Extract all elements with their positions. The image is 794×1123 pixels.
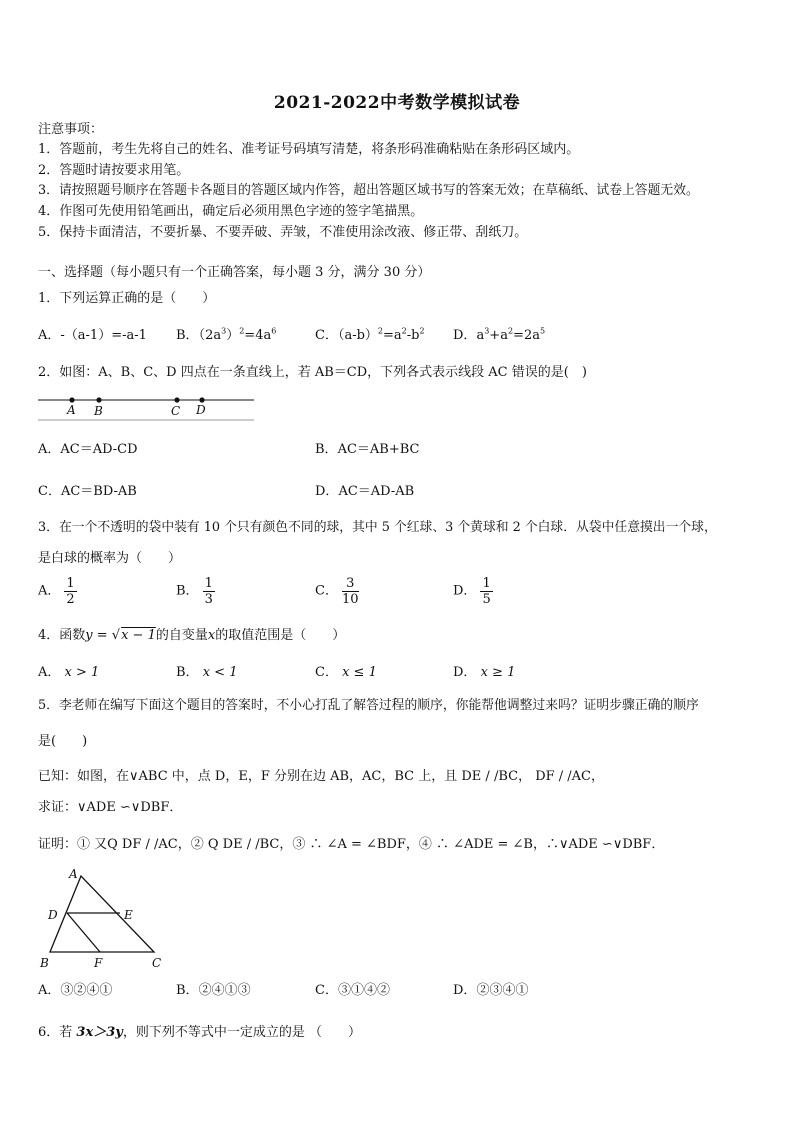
label-b: B [94,404,103,418]
notice-item: 2．答题时请按要求用笔。 [38,163,190,178]
q6-stem: 6．若 3x＞3y，则下列不等式中一定成立的是 （ ） [38,1025,361,1040]
q5-proof: 证明：① 又Q DF / /AC，② Q DE / /BC，③ ∴ ∠A = ∠BDF，④ ∴ ∠ADE = ∠B，∴∨ADE ∽∨DBF． [38,837,665,852]
notice-heading: 注意事项： [38,122,104,137]
label-c: C [152,956,162,970]
point-c [174,397,179,402]
q5-option-d: D．②③④① [453,983,529,998]
q3-option-c: C． $\frac{3}{10}$ [315,576,359,607]
page-title: 2021-2022中考数学模拟试卷 [273,93,521,113]
q5-option-c: C．③①④② [315,983,390,998]
q1-option-c: C．$(a-b)^2=a^2-b^2$ [315,326,425,343]
label-d: D [196,403,206,417]
notice-item: 4．作图可先使用铅笔画出，确定后必须用黑色字迹的签字笔描黑。 [38,204,424,219]
q3-option-b: B． $\frac{1}{3}$ [176,576,213,607]
q2-option-a: A．AC＝AD-CD [38,442,138,457]
label-e: E [124,908,133,922]
point-d [199,397,204,402]
q5-stem-line2: 是( ) [38,734,88,749]
q1-option-b: B．$(2a^3)^2=4a^6$ [176,326,277,343]
q4-option-c: C． x ≤ 1 [315,665,377,680]
q5-given: 已知：如图，在∨ABC 中，点 D，E，F 分别在边 AB，AC，BC 上，且 DE / /BC， DF / /AC， [38,769,605,784]
label-a: A [67,403,76,417]
label-a: A [69,867,78,881]
q5-prove: 求证：∨ADE ∽∨DBF． [38,800,183,815]
q1-stem: 1．下列运算正确的是（ ） [38,291,216,306]
q2-option-b: B．AC＝AB+BC [315,442,420,457]
q3-stem-line1: 3．在一个不透明的袋中装有 10 个只有颜色不同的球，其中 5 个红球、3 个黄球和 2 个白球．从袋中任意摸出一个球， [38,520,717,535]
q3-option-a: A． $\frac{1}{2}$ [38,576,75,607]
q2-option-c: C．AC＝BD-AB [38,484,137,499]
q4-option-a: A． x > 1 [38,665,100,680]
point-a [69,397,74,402]
label-d: D [48,908,58,922]
q1-option-a: A．-（a-1）=-a-1 [38,328,147,343]
q2-number-line-figure [36,392,258,424]
q4-stem: 4．函数y = √x − 1的自变量x的取值范围是（ ） [38,628,346,643]
notice-item: 3．请按照题号顺序在答题卡各题目的答题区域内作答，超出答题区域书写的答案无效；在草稿纸、试卷上答题无效。 [38,183,699,198]
q2-stem: 2．如图：A、B、C、D 四点在一条直线上，若 AB＝CD，下列各式表示线段 AC 错误的是( ) [38,365,587,380]
q5-triangle-figure [36,864,171,972]
point-b [96,397,101,402]
q5-stem-line1: 5．李老师在编写下面这个题目的答案时，不小心打乱了解答过程的顺序，你能帮他调整过来吗？证明步骤正确的顺序 [38,698,699,713]
notice-item: 5．保持卡面清洁，不要折暴、不要弄破、弄皱，不准使用涂改液、修正带、刮纸刀。 [38,225,528,240]
q1-option-d: D．$a^3+a^2=2a^5$ [453,326,546,343]
q4-option-b: B． x < 1 [176,665,238,680]
q5-option-b: B．②④①③ [176,983,251,998]
segment-df [67,913,100,952]
notice-item: 1．答题前，考生先将自己的姓名、准考证号码填写清楚，将条形码准确粘贴在条形码区域内。 [38,142,580,157]
q3-stem-line2: 是白球的概率为（ ） [38,551,182,566]
label-b: B [40,956,49,970]
label-c: C [171,404,181,418]
triangle-abc [50,876,154,952]
section-heading: 一、选择题（每小题只有一个正确答案，每小题 3 分，满分 30 分） [38,265,431,280]
q2-option-d: D．AC＝AD-AB [315,484,415,499]
q5-option-a: A．③②④① [38,983,113,998]
label-f: F [94,956,103,970]
q4-option-d: D． x ≥ 1 [453,665,516,680]
q3-option-d: D． $\frac{1}{5}$ [453,576,491,607]
